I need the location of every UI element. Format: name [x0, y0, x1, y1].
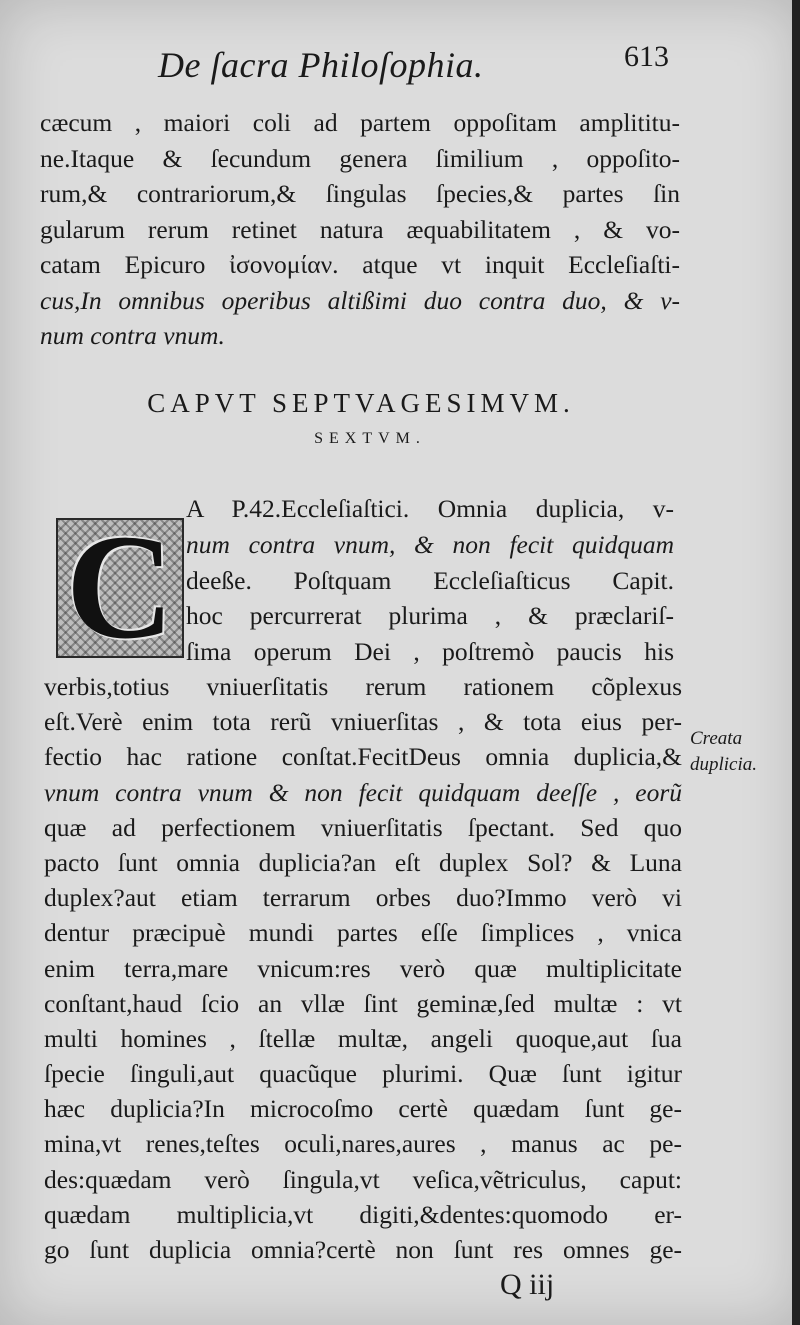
text-line: hæc duplicia?In microcoſmo certè quædam ſunt ge-: [44, 1094, 682, 1124]
text-line: gularum rerum retinet natura æquabilitatem , & vo-: [40, 214, 680, 244]
text-line: duplex?aut etiam terrarum orbes duo?Immo verò vi: [44, 883, 682, 913]
page-number: 613: [624, 40, 669, 73]
signature-mark: Q iij: [500, 1268, 555, 1301]
text-line: eſt.Verè enim tota rerũ vniuerſitas , & tota eius per-: [44, 707, 682, 737]
text-line: enim terra,mare vnicum:res verò quæ multiplicitate: [44, 953, 682, 983]
text-line: conſtant,haud ſcio an vllæ ſint geminæ,ſed multæ : vt: [44, 988, 682, 1018]
text-line: cus,In omnibus operibus altißimi duo contra duo, & v-: [40, 285, 680, 315]
paragraph-2: [44, 674, 682, 1272]
text-line: ne.Itaque & ſecundum genera ſimilium , oppoſito-: [40, 143, 680, 173]
text-line: dentur præcipuè mundi partes eſſe ſimplices , vnica: [44, 918, 682, 948]
chapter-subheading: SEXTVM.: [314, 430, 426, 447]
text-line: catam Epicuro ἰσονομίαν. atque vt inquit Eccleſiaſti-: [40, 250, 680, 279]
text-line: go ſunt duplicia omnia?certè non ſunt res omnes ge-: [44, 1235, 682, 1264]
text-line: cæcum , maiori coli ad partem oppoſitam amplititu-: [40, 108, 680, 137]
initial-letter: C: [65, 518, 175, 658]
paragraph-1: [40, 110, 680, 359]
text-line: multi homines , ſtellæ multæ, angeli quoque,aut ſua: [44, 1023, 682, 1053]
text-line: fectio hac ratione conſtat.FecitDeus omnia duplicia,&: [44, 742, 682, 772]
marginal-note-line: Creata: [690, 728, 743, 749]
text-line: num contra vnum.: [40, 321, 225, 350]
text-line: ſima operum Dei , poſtremò paucis his: [186, 637, 674, 667]
marginal-note-line: duplicia.: [690, 754, 758, 775]
marginal-note: [690, 726, 790, 778]
text-line: hoc percurrerat plurima , & præclariſ-: [186, 601, 674, 631]
text-line: pacto ſunt omnia duplicia?an eſt duplex Sol? & Luna: [44, 847, 682, 877]
text-line: quæ ad perfectionem vniuerſitatis ſpectant. Sed quo: [44, 812, 682, 842]
text-line: rum,& contrariorum,& ſingulas ſpecies,& partes ſin: [40, 179, 680, 208]
text-line: verbis,totius vniuerſitatis rerum rationem cõplexus: [44, 672, 682, 701]
text-line: des:quædam verò ſingula,vt veſica,vẽtriculus, caput:: [44, 1164, 682, 1194]
decorated-initial: [56, 518, 184, 658]
text-line: ſpecie ſinguli,aut quacũque plurimi. Quæ ſunt igitur: [44, 1059, 682, 1089]
text-line: mina,vt renes,teſtes oculi,nares,aures , manus ac pe-: [44, 1129, 682, 1159]
text-line: vnum contra vnum & non fecit quidquam deeſſe , eorũ: [44, 777, 682, 807]
page-edge: [792, 0, 800, 1325]
text-line: deeße. Poſtquam Eccleſiaſticus Capit.: [186, 565, 674, 595]
paragraph-2-beside-initial: [186, 496, 674, 675]
chapter-heading: CAPVT SEPTVAGESIMVM.: [147, 388, 575, 418]
running-header-title: De ſacra Philoſophia.: [158, 45, 484, 85]
text-line: quædam multiplicia,vt digiti,&dentes:quomodo er-: [44, 1199, 682, 1229]
text-line: A P.42.Eccleſiaſtici. Omnia duplicia, v-: [186, 494, 674, 523]
text-line: num contra vnum, & non fecit quidquam: [186, 529, 674, 559]
